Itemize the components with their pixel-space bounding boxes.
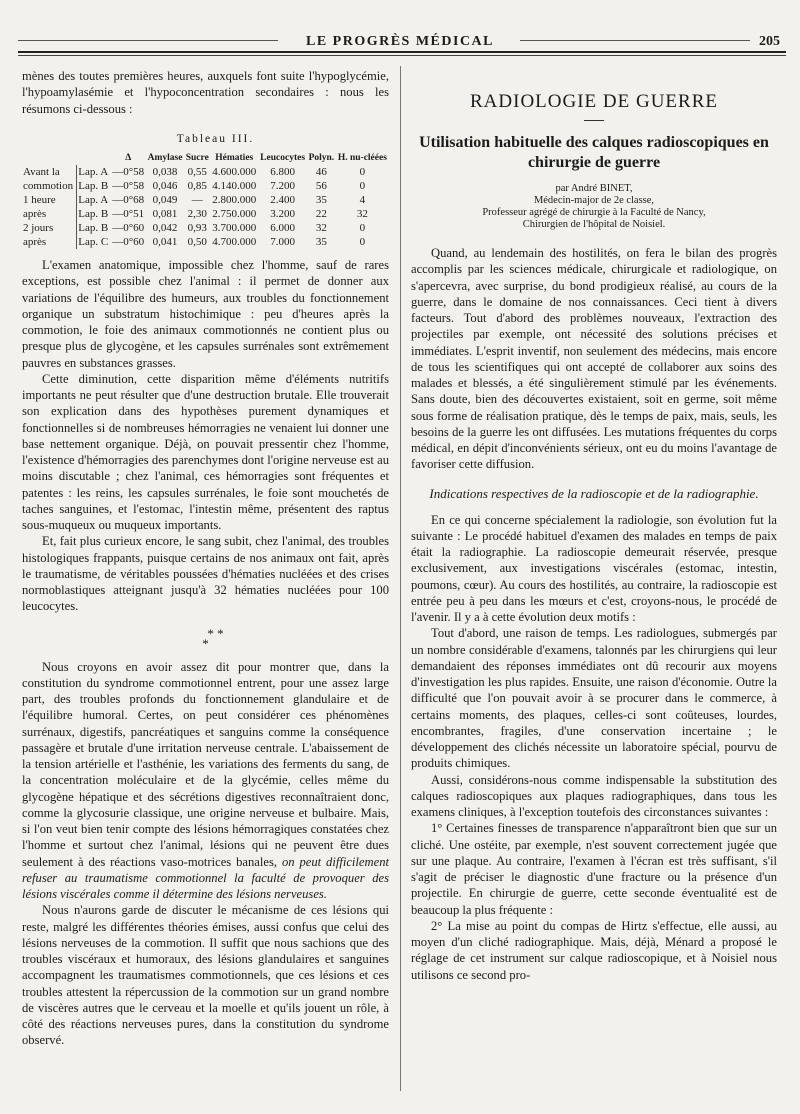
section-title-rule (584, 120, 604, 121)
table-cell: 2 jours (23, 222, 54, 234)
table-cell: 0,50 (187, 236, 207, 248)
table-header-cell: Amylase (147, 153, 183, 163)
author-role-1: Médecin-major de 2e classe, (533, 195, 655, 206)
table-cell: —0°60 (112, 222, 145, 234)
table-cell: 7.000 (270, 236, 295, 248)
blood-paragraph: Et, fait plus curieux encore, le sang subit, chez l'animal, des troubles histologiques frappants, puisque certains de nos animaux ont fait, après le traumatisme, de véritables poussées d'hématies nucléées et des crises normoblastiques atteignant jusqu'à 32 hématies nucléées pour 100 leucocytes. (22, 534, 389, 614)
table-cell: 0 (359, 180, 366, 192)
table-cell: —0°68 (112, 194, 145, 206)
table-cell: 4.140.000 (212, 180, 257, 192)
table-cell: Lap. B (77, 207, 111, 221)
table-cell: — (191, 194, 203, 206)
table-cell: —0°58 (112, 180, 145, 192)
point-one-paragraph: 1° Certaines finesses de transparence n'apparaîtront bien que sur un cliché. Une ostéite, par exemple, n'est souvent correctement jugée que sur une plaque. Au contraire, l'examen à l'écran est très suffisant, s'il s'agit de préciser le diagnostic d'une fracture ou la présence d'un projectile. En chirurgie de guerre, cette seconde éventualité est de beaucoup la plus fréquente : (411, 821, 777, 917)
table-title: Tableau III. (176, 132, 255, 145)
table-cell: 6.000 (270, 222, 295, 234)
table-cell: 0,042 (152, 222, 178, 234)
table-row (22, 235, 389, 249)
table-cell: 35 (315, 236, 327, 248)
point-two-paragraph: 2° La mise au point du compas de Hirtz s'effectue, elle aussi, au moyen d'un cliché radiographique. Mais, déjà, Ménard a proposé le réglage de cet instrument sur calque radioscopique, et à Noisiel nous utilisons ce second pro- (411, 918, 777, 982)
right-column (411, 92, 777, 983)
table-cell: 0,85 (187, 180, 207, 192)
final-paragraph: Nous n'aurons garde de discuter le mécanisme de ces lésions qui reste, malgré les différentes théories émises, aussi confus que celui des lésions nerveuses de la commotion. Il suffit que nous sachions que des troubles viscéraux et humoraux, des lésions glandulaires et sanguines accompagnent les traumatismes commotionnels, que ces lésions et ces troubles attestent la répercussion de la commotion sur un grand nombre de viscères autres que le cerveau et la moelle et qu'ils jouent un rôle, à côté des réactions nerveuses pures, dans la constitution du syndrome observé. (22, 903, 389, 1048)
table-cell: 0,93 (187, 222, 207, 234)
table-row (22, 179, 389, 193)
table-header-cell: Sucre (185, 153, 209, 163)
table-cell: après (23, 208, 47, 220)
table-cell: 0 (359, 166, 366, 178)
table-row (22, 193, 389, 207)
diminution-paragraph: Cette diminution, cette disparition même d'éléments nutritifs importants ne peut résulter que d'une destruction brutale. Elle trouverait son explication dans des hypothèses purement dynamiques et fonctionnelles si de nombreuses hémorragies ne venaient lui donner une base nettement organique. Déjà, on pouvait pressentir chez l'homme, l'existence d'hémorragies des parenchymes dont l'origine nerveuse est au moins discutable ; chez l'animal, ces hémorragies sont fréquentes et patentes : les reins, les capsules surrénales, le foie sont mouchetés de taches sanguines, et l'estomac, l'intestin même, présentent des raptus sous-muqueux ou muqueux importants. (22, 371, 389, 532)
table-cell: 22 (315, 208, 327, 220)
table-cell: 0 (359, 236, 366, 248)
table-row (22, 221, 389, 235)
table-cell: Avant la (23, 166, 60, 178)
table-cell: 2,30 (187, 208, 207, 220)
page-number: 205 (759, 34, 780, 49)
intro-paragraph: mènes des toutes premières heures, auxquels font suite l'hypoglycémie, l'hypoamylasémie et l'hypoconcentration secondaires : nous les résumons ci-dessous : (22, 69, 389, 116)
table-cell: 2.800.000 (212, 194, 257, 206)
conclusion-italic: on peut difficilement refuser au traumatisme commotionnel la faculté de provoquer des lésions viscérales comme il détermine des lésions nerveuses. (22, 854, 389, 901)
table-row (22, 165, 389, 179)
table-cell: 7.200 (270, 180, 295, 192)
substitution-paragraph: Aussi, considérons-nous comme indispensable la substitution des calques radioscopiques aux plaques radiographiques, dans tous les examens cliniques, à l'exception toutefois des circonstances suivantes : (411, 772, 777, 819)
table-cell: 4.700.000 (212, 236, 257, 248)
table-cell: après (23, 236, 47, 248)
table-cell: 32 (356, 208, 368, 220)
table-header-cell: Polyn. (308, 153, 335, 163)
table-cell: 35 (315, 194, 327, 206)
author-role-2: Professeur agrégé de chirurgie à la Faculté de Nancy, (482, 207, 706, 218)
table-cell: 0,081 (152, 208, 178, 220)
header-rule-thin (18, 55, 786, 56)
opening-paragraph: Quand, au lendemain des hostilités, on fera le bilan des progrès accomplis par les sciences médicale, chirurgicale et radiologique, on s'apercevra, avec surprise, du bond prodigieux réalisé, au cours de la guerre, dans le domaine de nos connaissances. Ceci tient à divers facteurs. Tout d'abord des problèmes nouveaux, l'extraction des projectiles par exemple, ont nécessité des solutions précises et immédiates. L'esprit inventif, non seulement des médecins, mais encore de tous les scientifiques qui ont accepté de collaborer aux soins des malades et blessés, a été singulièrement stimulé par les événements. Sans doute, bien des découvertes existaient, soit en germe, soit même sous forme de réalisation pratique, dès le temps de paix, mais, seuls, les besoins de la guerre les ont diffusées. Les mutations fréquentes du corps médical, en dépit d'inconvénients sérieux, ont eu du moins l'avantage de favoriser cette diffusion. (411, 246, 777, 472)
table-cell: 2.750.000 (212, 208, 257, 220)
table-cell: Lap. B (77, 179, 111, 193)
table-cell: Lap. B (77, 221, 111, 235)
table-cell: 0,55 (187, 166, 207, 178)
article-title: Utilisation habituelle des calques radioscopiques en chirurgie de guerre (419, 134, 769, 171)
author-role-3: Chirurgien de l'hôpital de Noisiel. (522, 219, 666, 230)
anatomy-paragraph: L'examen anatomique, impossible chez l'homme, sauf de rares exceptions, est possible chez l'animal : il permet de donner aux variations de l'équilibre des humeurs, aux troubles du fonctionnement organique un substratum histochimique : peu d'heures après la commotion, le foie des animaux commotionnés ne contient plus ou presque plus de glycogène, et les capsules surrénales sont extrêmement pauvres en substances grasses. (22, 258, 389, 370)
conclusion-text: Nous croyons en avoir assez dit pour montrer que, dans la constitution du syndrome commotionnel entrent, pour une assez large part, des troubles profonds du fonctionnement glandulaire et de l'équilibre humoral. Certes, on peut considérer ces phénomènes surrénaux, digestifs, pancréatiques et sanguins comme la conséquence passagère et brutale d'une irritation nerveuse centrale. L'abaissement de la tension artérielle et l'asthénie, les variations des ferments du sang, de la concentration moléculaire et de la glycémie, celles même du glycogène hépatique et des sécrétions digestives reconnaîtraient donc, comme la glycosurie classique, une origine nerveuse et bulbaire. Mais, si l'on veut bien tenir compte des lésions hémorragiques constatées chez l'homme et surtout chez l'animal, lésions qui ne peuvent être dues seulement à des réactions vaso-motrices banales, (22, 659, 389, 869)
table-cell: 0,049 (152, 194, 178, 206)
table-cell: 0,046 (152, 180, 178, 192)
column-divider (400, 66, 401, 1091)
table-cell: —0°58 (112, 166, 145, 178)
section-stars: * * * (202, 625, 224, 651)
table-cell: 56 (315, 180, 327, 192)
conclusion-paragraph (22, 659, 389, 903)
table-header-row (22, 151, 389, 165)
table-cell: Lap. A (77, 165, 111, 179)
section-title: RADIOLOGIE DE GUERRE (470, 91, 718, 112)
evolution-paragraph: En ce qui concerne spécialement la radiologie, son évolution fut la suivante : Le procédé habituel d'examen des malades en temps de paix était la radiographie. La radioscopie demeurait réservée, presque exclusivement, aux investigations viscérales (estomac, intestin, poumons, cœur). Au cours des hostilités, au contraire, la radioscopie est entrée peu à peu dans les mœurs et c'est, croyons-nous, le procédé de l'avenir. Il y a à cette évolution deux motifs : (411, 512, 777, 624)
subsection-title: Indications respectives de la radioscopie et de la radiographie. (429, 485, 759, 501)
table-header-cell: H. nu-cléées (337, 153, 387, 163)
table-body (22, 165, 389, 249)
table-cell: 2.400 (270, 194, 295, 206)
table-cell: 1 heure (23, 194, 56, 206)
time-paragraph: Tout d'abord, une raison de temps. Les radiologues, submergés par un nombre considérable d'examens, talonnés par les chirurgiens qui leur demandaient des réponses immédiates ont dû recourir aux moyens d'investigation les plus rapides. Ensuite, une raison d'économie. Outre la difficulté que l'on pouvait avoir à se procurer dans le commerce, à certains moments, des plaques, celles-ci sont coûteuses, lourdes, encombrantes, fragiles, d'une conservation incertaine ; le développement des clichés nécessite un laboratoire spécial, pourvu de produits chimiques. (411, 626, 777, 771)
table-cell: Lap. C (77, 235, 111, 249)
left-column (22, 68, 389, 1049)
table-header-cell (77, 151, 111, 165)
table-cell: 32 (315, 222, 327, 234)
table-cell: 0,041 (152, 236, 178, 248)
data-table (22, 151, 389, 249)
header-rule-thick (18, 51, 786, 53)
author-line: par André BINET, (555, 183, 633, 194)
table-cell: commotion (23, 180, 74, 192)
table-cell: —0°51 (112, 208, 145, 220)
table-cell: 4 (359, 194, 366, 206)
table-header-cell: Leucocytes (260, 153, 306, 163)
table-cell: 46 (315, 166, 327, 178)
table-cell: 3.200 (270, 208, 295, 220)
table-cell: —0°60 (112, 236, 145, 248)
table-cell: 0 (359, 222, 366, 234)
table-header-cell: Δ (125, 153, 132, 163)
table-header-cell (22, 151, 77, 165)
table-header-cell: Hématies (215, 153, 254, 163)
table-cell: 3.700.000 (212, 222, 257, 234)
journal-title: LE PROGRÈS MÉDICAL (305, 34, 495, 49)
table-cell: 0,038 (152, 166, 178, 178)
table-cell: 6.800 (270, 166, 295, 178)
table-cell: 4.600.000 (212, 166, 257, 178)
table-cell: Lap. A (77, 193, 111, 207)
table-row (22, 207, 389, 221)
